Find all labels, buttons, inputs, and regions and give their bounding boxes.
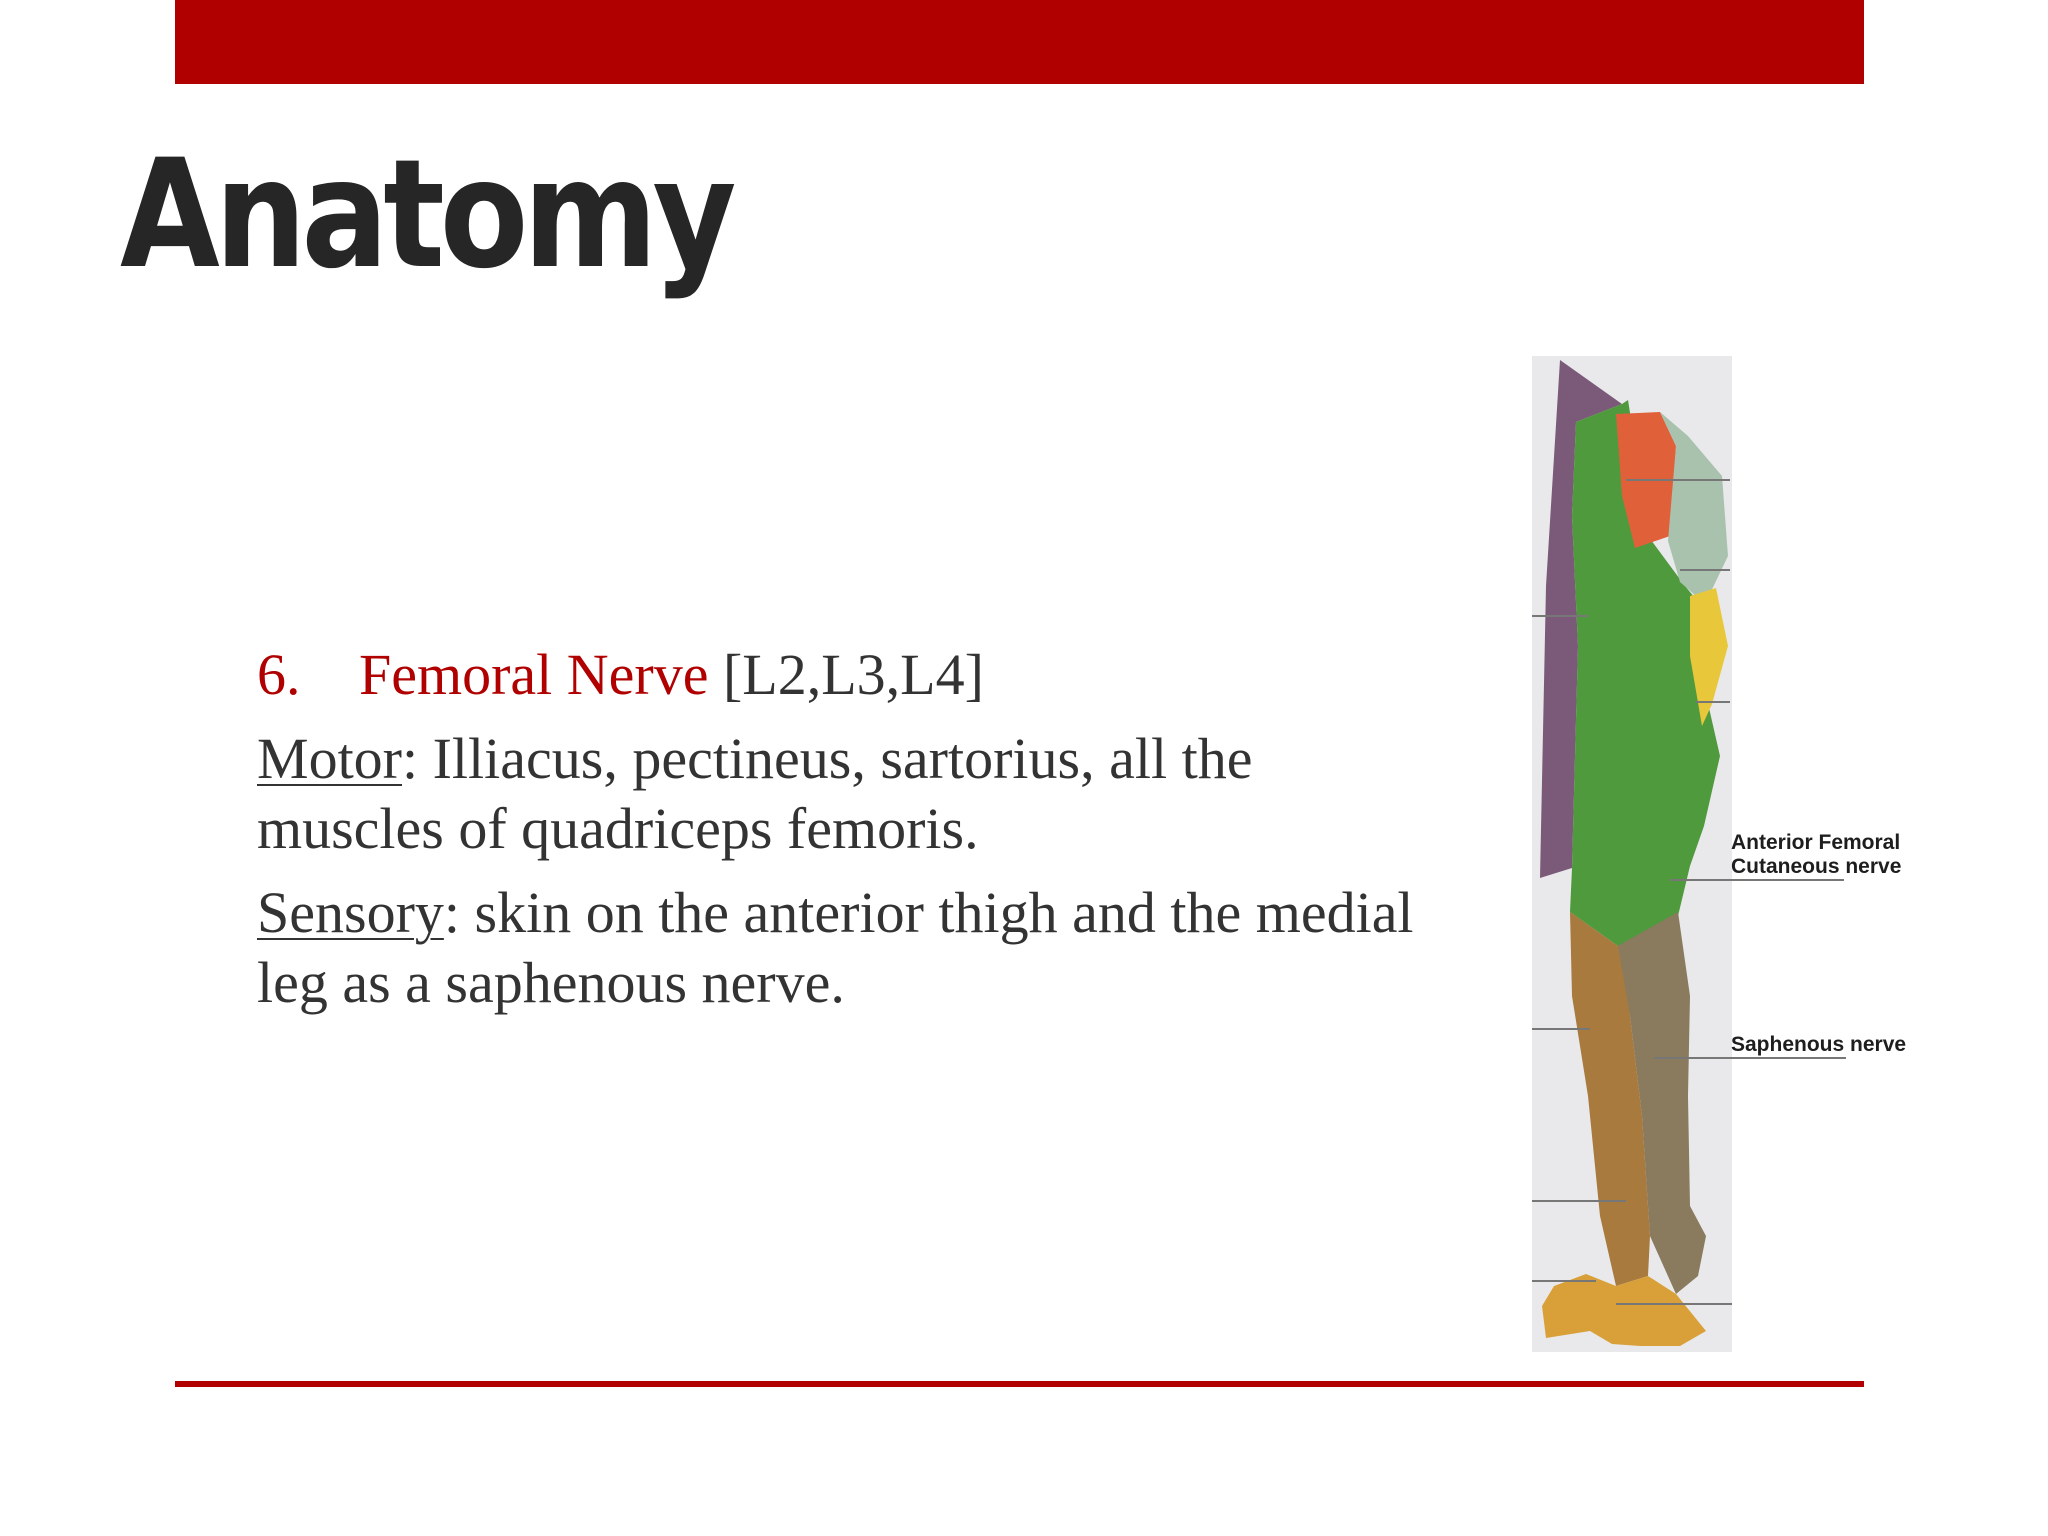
sensory-label: Sensory [257,880,444,945]
bottom-accent-rule [175,1381,1864,1387]
anterior-femoral-label-line2: Cutaneous nerve [1731,855,1902,878]
leg-dermatome-figure [1530,356,1930,1356]
nerve-roots: [L2,L3,L4] [722,642,984,707]
motor-paragraph [257,724,1437,864]
slide-title: Anatomy [120,128,732,302]
nerve-name: Femoral Nerve [359,642,709,707]
slide-content [257,640,1437,1032]
top-accent-bar [175,0,1864,84]
list-number: 6. [257,642,301,707]
anterior-femoral-label-line1: Anterior Femoral [1731,831,1901,854]
nerve-heading [257,640,1437,710]
motor-text: : Illiacus, pectineus, sartorius, all the muscles of quadriceps femoris. [257,726,1253,861]
sensory-text: : skin on the anterior thigh and the medial leg as a saphenous nerve. [257,880,1414,1015]
motor-label: Motor [257,726,402,791]
sensory-paragraph [257,878,1437,1018]
saphenous-nerve-label: Saphenous nerve [1731,1033,1907,1056]
